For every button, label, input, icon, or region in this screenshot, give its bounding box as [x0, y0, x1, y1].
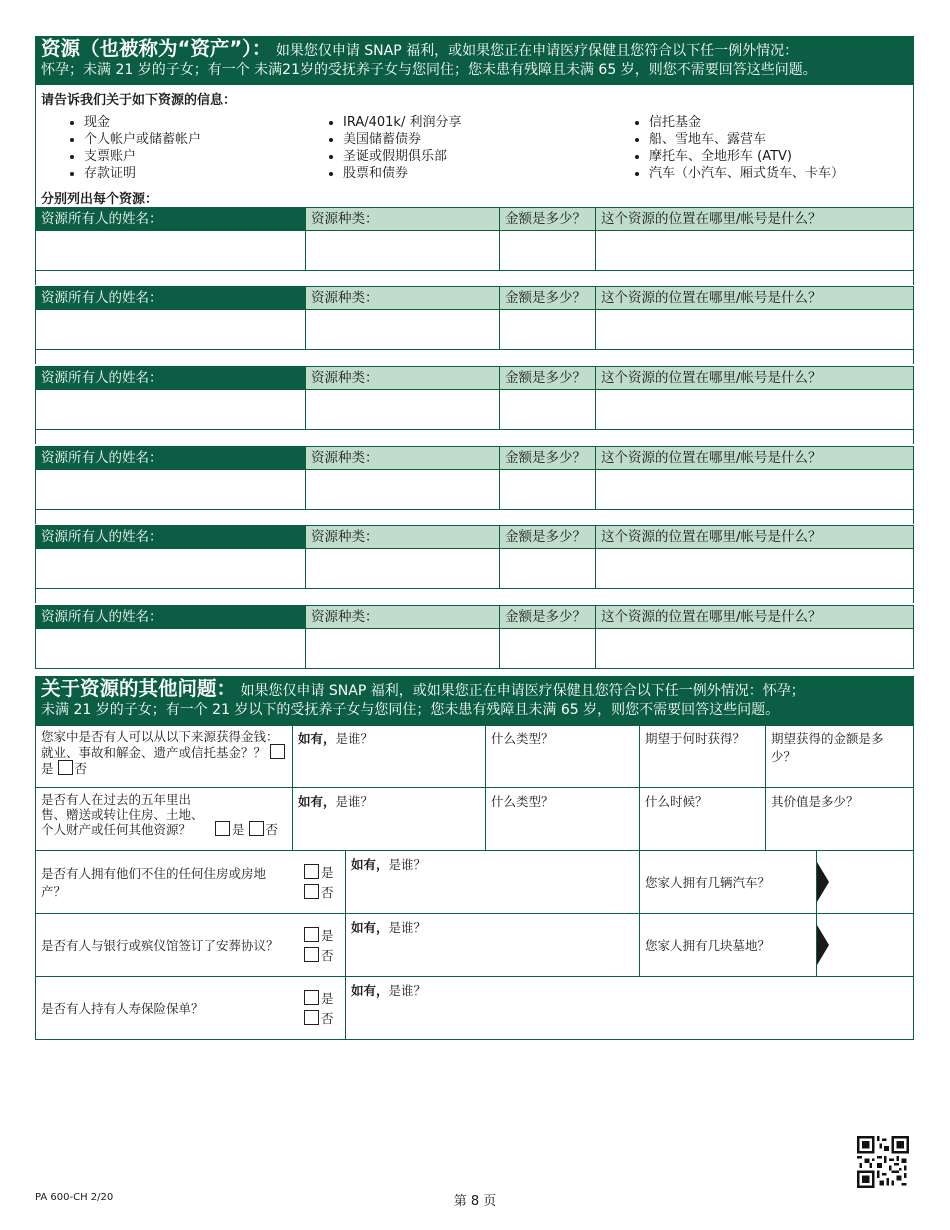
q2-who-field[interactable] [293, 788, 486, 850]
q1-yes-label: 是 [41, 761, 54, 776]
q1-no-checkbox[interactable] [58, 760, 73, 775]
resource-type-header: 资源种类： [306, 605, 500, 629]
form-id: PA 600-CH 2/20 [35, 1192, 114, 1203]
resources-intro-line2: 怀孕；未满 21 岁的子女；有一个 未满21岁的受抚养子女与您同住；您未患有残障且未满 65 岁，则您不需要回答这些问题。 [41, 62, 817, 78]
location-header: 这个资源的位置在哪里/帐号是什么？ [596, 207, 914, 231]
arrow-right-icon [817, 925, 829, 965]
q1-type-field[interactable] [486, 725, 640, 787]
resource-list-col1 [36, 114, 295, 182]
list-item: • 信托基金 [649, 114, 844, 131]
question-transferred-assets [35, 788, 914, 851]
amount-field[interactable] [500, 470, 596, 510]
list-item: • 个人帐户或储蓄帐户 [84, 131, 295, 148]
amount-header: 金额是多少？ [500, 366, 596, 390]
other-resources-banner [36, 677, 913, 726]
amount-field[interactable] [500, 629, 596, 669]
q4-plots-label: 您家人拥有几块墓地？ [640, 914, 817, 976]
q1-yes-checkbox[interactable] [270, 744, 285, 759]
list-item: • 船、雪地车、露营车 [649, 131, 844, 148]
resource-type-field[interactable] [306, 470, 500, 510]
other-resources-intro-line1: 如果您仅申请 SNAP 福利，或如果您正在申请医疗保健且您符合以下任一例外情况：怀孕； [240, 683, 805, 699]
q1-who-field[interactable] [293, 725, 486, 787]
resource-type-header: 资源种类： [306, 525, 500, 549]
row-spacer [35, 589, 914, 603]
list-item: • IRA/401k/ 利润分享 [343, 114, 601, 131]
qr-code-icon [857, 1136, 909, 1188]
list-item: • 汽车（小汽车、厢式货车、卡车） [649, 165, 844, 182]
q3-cars-field[interactable] [817, 851, 913, 913]
list-item: • 摩托车、全地形车 (ATV) [649, 148, 844, 165]
if-yes-label: 如有， [298, 794, 336, 809]
resource-entry-2 [35, 286, 914, 350]
resource-entry-6 [35, 605, 914, 669]
q3-text: 是否有人拥有他们不住的任何住房或房地产？ [41, 866, 267, 899]
q2-no-label: 否 [265, 822, 279, 837]
q1-when-field[interactable] [640, 725, 766, 787]
location-header: 这个资源的位置在哪里/帐号是什么？ [596, 366, 914, 390]
q2-value-label: 其价值是多少？ [771, 794, 859, 809]
resource-type-field[interactable] [306, 629, 500, 669]
q3-no-label: 否 [321, 885, 334, 900]
list-item: • 圣诞或假期俱乐部 [343, 148, 601, 165]
row-spacer [35, 271, 914, 285]
amount-header: 金额是多少？ [500, 605, 596, 629]
row-spacer [35, 350, 914, 364]
q1-who-label: 是谁？ [335, 731, 374, 746]
q5-no-label: 否 [321, 1011, 334, 1026]
amount-field[interactable] [500, 310, 596, 350]
other-resources-intro-line2: 未满 21 岁的子女；有一个 21 岁以下的受抚养子女与您同住；您未患有残障且未满 65 岁，则您不需要回答这些问题。 [41, 702, 780, 718]
q4-text: 是否有人与银行或殡仪馆签订了安葬协议？ [41, 938, 279, 953]
location-header: 这个资源的位置在哪里/帐号是什么？ [596, 525, 914, 549]
resource-type-field[interactable] [306, 549, 500, 589]
owner-name-field[interactable] [35, 549, 306, 589]
q5-text: 是否有人持有人寿保险保单？ [41, 1001, 204, 1016]
q5-yes-checkbox[interactable] [304, 990, 319, 1005]
q4-who-field[interactable] [346, 914, 640, 976]
q4-no-label: 否 [321, 948, 334, 963]
q2-when-label: 什么时候？ [645, 794, 708, 809]
row-spacer [35, 510, 914, 524]
other-resources-section [35, 676, 914, 725]
q2-no-checkbox[interactable] [249, 821, 264, 836]
location-header: 这个资源的位置在哪里/帐号是什么？ [596, 605, 914, 629]
location-field[interactable] [596, 470, 914, 510]
resources-intro-line1: 如果您仅申请 SNAP 福利，或如果您正在申请医疗保健且您符合以下任一例外情况： [275, 43, 799, 59]
amount-header: 金额是多少？ [500, 207, 596, 231]
owner-name-header: 资源所有人的姓名： [35, 525, 306, 549]
list-item: • 美国储蓄债券 [343, 131, 601, 148]
q5-who-field[interactable] [346, 977, 913, 1039]
q2-yes-checkbox[interactable] [215, 821, 230, 836]
q3-who-field[interactable] [346, 851, 640, 913]
q3-no-checkbox[interactable] [304, 884, 319, 899]
q2-type-label: 什么类型？ [491, 794, 554, 809]
resource-type-header: 资源种类： [306, 207, 500, 231]
resource-entry-1 [35, 207, 914, 271]
owner-name-field[interactable] [35, 310, 306, 350]
q1-text: 您家中是否有人可以从以下来源获得金钱：就业、事故和解金、遗产或信托基金？？ [41, 729, 279, 760]
location-field[interactable] [596, 310, 914, 350]
resource-type-field[interactable] [306, 310, 500, 350]
row-spacer [35, 430, 914, 444]
other-resources-title: 关于资源的其他问题： [41, 677, 237, 700]
if-yes-label: 如有， [298, 731, 336, 746]
resource-type-header: 资源种类： [306, 286, 500, 310]
question-burial-agreement [35, 914, 914, 977]
list-each-label: 分别列出每个资源： [41, 192, 159, 207]
question-life-insurance [35, 977, 914, 1040]
q2-when-field[interactable] [640, 788, 766, 850]
resource-list-col2 [295, 114, 601, 182]
amount-field[interactable] [500, 390, 596, 430]
owner-name-header: 资源所有人的姓名： [35, 286, 306, 310]
q3-yes-checkbox[interactable] [304, 864, 319, 879]
q2-who-label: 是谁？ [335, 794, 374, 809]
location-header: 这个资源的位置在哪里/帐号是什么？ [596, 446, 914, 470]
q3-yes-label: 是 [321, 865, 334, 880]
q4-no-checkbox[interactable] [304, 947, 319, 962]
q3-cars-label: 您家人拥有几辆汽车？ [640, 851, 817, 913]
q4-yes-checkbox[interactable] [304, 927, 319, 942]
amount-field[interactable] [500, 549, 596, 589]
resource-type-field[interactable] [306, 390, 500, 430]
resources-prompt: 请告诉我们关于如下资源的信息： [41, 93, 237, 108]
page-number: 第 8 页 [453, 1194, 497, 1209]
q1-amount-label: 期望获得的金额是多少？ [771, 731, 884, 764]
resources-section [35, 36, 914, 207]
owner-name-header: 资源所有人的姓名： [35, 605, 306, 629]
if-yes-label: 如有， [351, 920, 389, 935]
resources-title: 资源（也被称为“资产”）： [41, 37, 272, 60]
q4-yes-no [295, 914, 346, 976]
q1-type-label: 什么类型？ [491, 731, 554, 746]
if-yes-label: 如有， [351, 983, 389, 998]
question-other-property [35, 851, 914, 914]
location-field[interactable] [596, 390, 914, 430]
owner-name-field[interactable] [35, 470, 306, 510]
q2-text: 是否有人在过去的五年里出售、赠送或转让住房、土地、个人财产或任何其他资源？ [41, 792, 204, 837]
q2-type-field[interactable] [486, 788, 640, 850]
q1-when-label: 期望于何时获得？ [645, 731, 746, 746]
q5-yes-label: 是 [321, 991, 334, 1006]
q5-who-label: 是谁？ [388, 983, 427, 998]
q2-value-field[interactable] [766, 788, 913, 850]
q1-amount-field[interactable] [766, 725, 913, 787]
q3-yes-no [295, 851, 346, 913]
q3-who-label: 是谁？ [388, 857, 427, 872]
amount-header: 金额是多少？ [500, 446, 596, 470]
resources-banner [36, 37, 913, 85]
resource-entry-3 [35, 366, 914, 430]
resource-type-header: 资源种类： [306, 366, 500, 390]
list-item: • 支票账户 [84, 148, 295, 165]
resource-entry-4 [35, 446, 914, 510]
location-field[interactable] [596, 231, 914, 271]
resource-type-header: 资源种类： [306, 446, 500, 470]
location-field[interactable] [596, 629, 914, 669]
if-yes-label: 如有， [351, 857, 389, 872]
resource-list-col3 [601, 114, 844, 182]
amount-header: 金额是多少？ [500, 286, 596, 310]
location-header: 这个资源的位置在哪里/帐号是什么？ [596, 286, 914, 310]
amount-header: 金额是多少？ [500, 525, 596, 549]
q2-yes-label: 是 [232, 822, 245, 837]
owner-name-field[interactable] [35, 629, 306, 669]
list-item: • 现金 [84, 114, 295, 131]
owner-name-field[interactable] [35, 231, 306, 271]
q2-cell [36, 788, 293, 850]
resource-type-lists [36, 114, 913, 182]
location-field[interactable] [596, 549, 914, 589]
amount-field[interactable] [500, 231, 596, 271]
question-expected-money [35, 725, 914, 788]
list-item: • 股票和债券 [343, 165, 601, 182]
owner-name-header: 资源所有人的姓名： [35, 366, 306, 390]
resource-type-field[interactable] [306, 231, 500, 271]
list-item: • 存款证明 [84, 165, 295, 182]
q4-yes-label: 是 [321, 928, 334, 943]
resource-entry-5 [35, 525, 914, 589]
q1-cell [36, 725, 293, 787]
arrow-right-icon [817, 862, 829, 902]
owner-name-header: 资源所有人的姓名： [35, 446, 306, 470]
q4-who-label: 是谁？ [388, 920, 427, 935]
q5-no-checkbox[interactable] [304, 1010, 319, 1025]
q1-no-label: 否 [74, 761, 88, 776]
owner-name-field[interactable] [35, 390, 306, 430]
owner-name-header: 资源所有人的姓名： [35, 207, 306, 231]
q5-yes-no [295, 977, 346, 1039]
q4-plots-field[interactable] [817, 914, 913, 976]
